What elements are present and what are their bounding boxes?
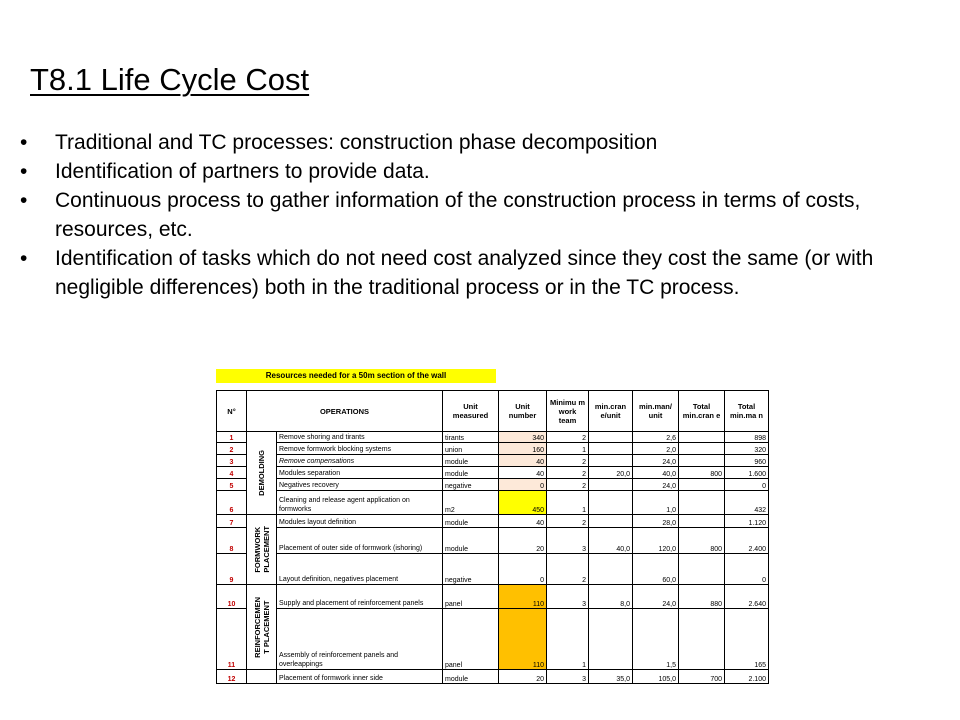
cell-total-man: 2.100 <box>725 670 769 684</box>
cell-n: 5 <box>217 479 247 491</box>
table-row <box>217 515 769 528</box>
header-unit-number: Unit number <box>499 391 547 432</box>
cell-team: 3 <box>547 585 589 609</box>
cell-unit-number: 20 <box>499 528 547 554</box>
table-header-row <box>217 391 769 432</box>
phase-label: DEMOLDING <box>257 450 266 496</box>
cell-team: 3 <box>547 670 589 684</box>
cell-min-man: 24,0 <box>633 479 679 491</box>
table-row <box>217 528 769 554</box>
cell-n: 12 <box>217 670 247 684</box>
cell-min-man: 1,0 <box>633 491 679 515</box>
cell-unit-number: 40 <box>499 515 547 528</box>
operations-table <box>216 390 769 684</box>
cell-operation: Cleaning and release agent application on formworks <box>277 491 443 515</box>
bullet-marker: • <box>20 160 28 183</box>
cell-unit-measured: tirants <box>443 432 499 443</box>
cell-unit-number: 40 <box>499 455 547 467</box>
cell-min-man: 24,0 <box>633 585 679 609</box>
phase-reinforcement <box>247 585 277 670</box>
cell-operation: Remove compensations <box>277 455 443 467</box>
header-min-crane-unit: min.cran e/unit <box>589 391 633 432</box>
cell-n: 9 <box>217 554 247 585</box>
cell-min-crane <box>589 479 633 491</box>
table-row <box>217 670 769 684</box>
cell-min-man: 105,0 <box>633 670 679 684</box>
cell-min-man: 24,0 <box>633 455 679 467</box>
cell-unit-measured: m2 <box>443 491 499 515</box>
cell-operation: Negatives recovery <box>277 479 443 491</box>
cell-total-man: 165 <box>725 609 769 670</box>
cell-total-man: 2.640 <box>725 585 769 609</box>
bullet-item <box>20 128 880 157</box>
cell-unit-number: 110 <box>499 585 547 609</box>
cell-operation: Modules separation <box>277 467 443 479</box>
cell-unit-number: 160 <box>499 443 547 455</box>
cell-min-man: 2,6 <box>633 432 679 443</box>
header-min-man-unit: min.man/ unit <box>633 391 679 432</box>
table-row <box>217 491 769 515</box>
phase-label: FORMWORK PLACEMENT <box>252 526 271 573</box>
cell-total-crane: 800 <box>679 528 725 554</box>
table-row <box>217 467 769 479</box>
phase-formwork <box>247 515 277 585</box>
cell-unit-measured: negative <box>443 479 499 491</box>
cell-unit-number: 450 <box>499 491 547 515</box>
cell-operation: Supply and placement of reinforcement panels <box>277 585 443 609</box>
cell-operation: Assembly of reinforcement panels and overleappings <box>277 609 443 670</box>
cell-operation: Modules layout definition <box>277 515 443 528</box>
table-row <box>217 585 769 609</box>
cell-unit-number: 110 <box>499 609 547 670</box>
cell-team: 1 <box>547 609 589 670</box>
cell-unit-measured: module <box>443 515 499 528</box>
cell-total-man: 1.120 <box>725 515 769 528</box>
table-row <box>217 554 769 585</box>
cell-n: 11 <box>217 609 247 670</box>
bullet-item <box>20 157 880 186</box>
table-row <box>217 432 769 443</box>
bullet-item <box>20 186 880 244</box>
cell-total-crane <box>679 609 725 670</box>
cell-min-crane <box>589 443 633 455</box>
cell-min-crane <box>589 554 633 585</box>
cell-min-crane <box>589 455 633 467</box>
header-operations: OPERATIONS <box>247 391 443 432</box>
cell-min-crane <box>589 515 633 528</box>
cell-team: 2 <box>547 515 589 528</box>
cell-total-man: 1.600 <box>725 467 769 479</box>
cell-min-man: 1,5 <box>633 609 679 670</box>
bullet-marker: • <box>20 131 28 154</box>
bullet-marker: • <box>20 247 28 270</box>
bullet-text: Traditional and TC processes: construction phase decomposition <box>55 131 658 154</box>
bullet-text: Continuous process to gather information of the construction process in terms of costs, resources, etc. <box>55 189 861 241</box>
cell-n: 2 <box>217 443 247 455</box>
cell-total-crane <box>679 479 725 491</box>
cell-min-crane: 40,0 <box>589 528 633 554</box>
cell-unit-measured: union <box>443 443 499 455</box>
cell-unit-measured: module <box>443 467 499 479</box>
sheet-banner: Resources needed for a 50m section of the wall <box>216 369 496 383</box>
phase-label: REINFORCEMEN T PLACEMENT <box>252 596 271 658</box>
cell-operation: Layout definition, negatives placement <box>277 554 443 585</box>
cell-min-man: 2,0 <box>633 443 679 455</box>
cell-total-crane <box>679 491 725 515</box>
cell-min-man: 60,0 <box>633 554 679 585</box>
table-row <box>217 479 769 491</box>
cell-unit-measured: module <box>443 670 499 684</box>
cell-unit-measured: module <box>443 455 499 467</box>
cell-team: 2 <box>547 455 589 467</box>
table-row <box>217 443 769 455</box>
bullet-list <box>20 128 880 302</box>
cell-total-crane: 880 <box>679 585 725 609</box>
cell-n: 6 <box>217 491 247 515</box>
bullet-text: Identification of partners to provide data. <box>55 160 430 183</box>
cell-total-crane: 700 <box>679 670 725 684</box>
cell-min-crane: 35,0 <box>589 670 633 684</box>
header-min-work-team: Minimu m work team <box>547 391 589 432</box>
cell-unit-measured: negative <box>443 554 499 585</box>
cell-unit-measured: module <box>443 528 499 554</box>
cell-n: 3 <box>217 455 247 467</box>
bullet-marker: • <box>20 189 28 212</box>
cell-total-man: 0 <box>725 479 769 491</box>
bullet-item <box>20 244 880 302</box>
cell-min-crane: 20,0 <box>589 467 633 479</box>
cell-min-crane <box>589 609 633 670</box>
phase-continued <box>247 670 277 684</box>
header-total-min-crane: Total min.cran e <box>679 391 725 432</box>
cell-unit-measured: panel <box>443 585 499 609</box>
table-row <box>217 609 769 670</box>
spreadsheet-image <box>216 369 776 720</box>
cell-total-crane <box>679 554 725 585</box>
cell-unit-number: 40 <box>499 467 547 479</box>
cell-total-man: 432 <box>725 491 769 515</box>
cell-n: 7 <box>217 515 247 528</box>
cell-n: 10 <box>217 585 247 609</box>
cell-total-man: 960 <box>725 455 769 467</box>
cell-min-crane <box>589 432 633 443</box>
cell-operation: Remove formwork blocking systems <box>277 443 443 455</box>
cell-min-crane <box>589 491 633 515</box>
cell-operation: Placement of formwork inner side <box>277 670 443 684</box>
cell-total-crane <box>679 455 725 467</box>
cell-unit-number: 0 <box>499 554 547 585</box>
cell-team: 1 <box>547 443 589 455</box>
cell-min-man: 40,0 <box>633 467 679 479</box>
cell-team: 2 <box>547 479 589 491</box>
cell-team: 2 <box>547 554 589 585</box>
cell-n: 8 <box>217 528 247 554</box>
bullet-text: Identification of tasks which do not need cost analyzed since they cost the same (or with negligible differences) both in the traditional process or in the TC process. <box>55 247 874 299</box>
cell-total-man: 0 <box>725 554 769 585</box>
cell-team: 2 <box>547 467 589 479</box>
cell-min-man: 120,0 <box>633 528 679 554</box>
cell-operation: Placement of outer side of formwork (ishoring) <box>277 528 443 554</box>
cell-total-crane <box>679 432 725 443</box>
cell-unit-number: 0 <box>499 479 547 491</box>
header-unit-measured: Unit measured <box>443 391 499 432</box>
cell-unit-number: 20 <box>499 670 547 684</box>
cell-total-crane: 800 <box>679 467 725 479</box>
header-n: N° <box>217 391 247 432</box>
cell-team: 3 <box>547 528 589 554</box>
cell-min-crane: 8,0 <box>589 585 633 609</box>
cell-total-man: 898 <box>725 432 769 443</box>
cell-total-man: 320 <box>725 443 769 455</box>
slide-title: T8.1 Life Cycle Cost <box>30 62 310 97</box>
cell-operation: Remove shoring and tirants <box>277 432 443 443</box>
cell-unit-measured: panel <box>443 609 499 670</box>
phase-demolding <box>247 432 277 515</box>
cell-total-man: 2.400 <box>725 528 769 554</box>
table-row <box>217 455 769 467</box>
cell-min-man: 28,0 <box>633 515 679 528</box>
header-total-min-man: Total min.ma n <box>725 391 769 432</box>
cell-n: 4 <box>217 467 247 479</box>
cell-team: 2 <box>547 432 589 443</box>
cell-total-crane <box>679 515 725 528</box>
cell-n: 1 <box>217 432 247 443</box>
cell-unit-number: 340 <box>499 432 547 443</box>
cell-total-crane <box>679 443 725 455</box>
cell-team: 1 <box>547 491 589 515</box>
